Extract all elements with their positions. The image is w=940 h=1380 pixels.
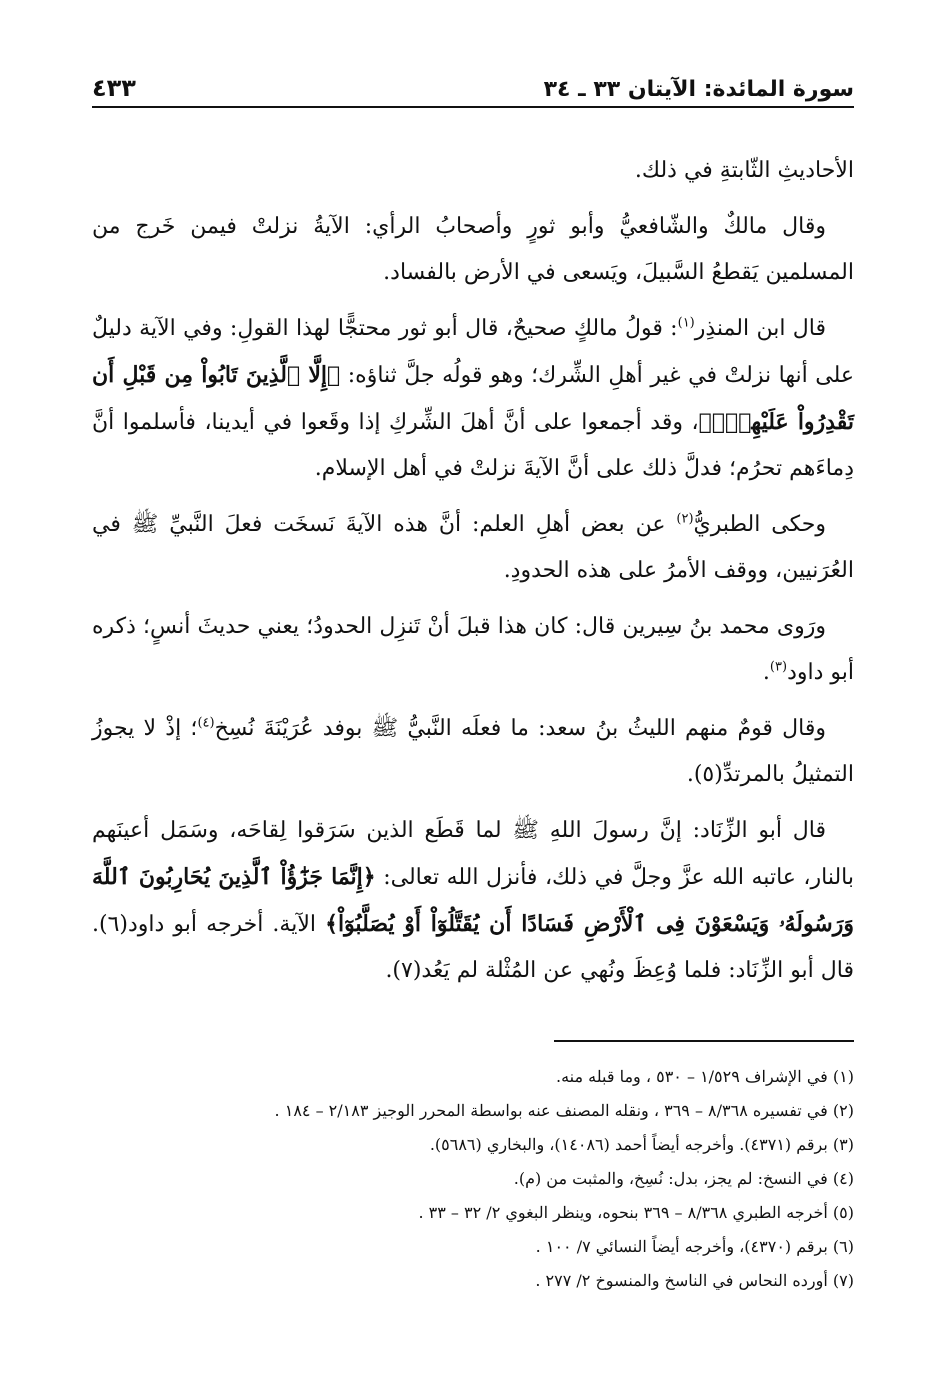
footnote-ref[interactable]: (٣) (769, 659, 788, 675)
paragraph (92, 808, 854, 994)
paragraph (92, 706, 854, 798)
paragraph-text: ورَوى محمد بنُ سِيرين قال: كان هذا قبلَ أنْ تَنزِل الحدودُ؛ يعني حديثَ أنسٍ؛ ذكره أبو داود (92, 614, 854, 685)
paragraph-text: قال أبو الزِّنَاد: إنَّ رسولَ اللهِ ﷺ لما قَطَع الذين سَرَقوا لِقاحَه، وسَمَل أعينَهم بالنار، عاتبه الله عزَّ وجلَّ في ذلك، فأنزل الله تعالى: (92, 818, 854, 890)
footnote-ref[interactable]: (١) (677, 315, 695, 331)
paragraph-text: عن بعض أهلِ العلم: أنَّ هذه الآيةَ نَسخَت فعلَ النَّبيِّ ﷺ في العُرَنيين، ووقف الأمرُ على هذه الحدودِ. (92, 512, 854, 583)
footnote-divider (554, 1040, 854, 1042)
running-header (92, 64, 854, 108)
paragraph (92, 306, 854, 492)
footnote: (٦) برقم (٤٣٧٠)، وأخرجه أيضاً النسائي ٧/ ١٠٠ . (535, 1237, 854, 1256)
footnote: (٤) في النسخ: لم يجز، بدل: نُسِخ، والمثبت من (م). (513, 1169, 854, 1188)
footnote-ref[interactable]: (٤) (197, 715, 215, 731)
paragraph-text: . (762, 660, 770, 685)
paragraph-text: وقال قومٌ منهم الليثُ بنُ سعد: ما فعلَه النَّبيُّ ﷺ بوفد عُرَيْنَةَ نُسِخ (214, 716, 827, 741)
paragraph-text: : قولُ مالكٍ صحيحٌ، قال أبو ثور محتجًّا لهذا القولِ: وفي الآية دليلٌ على أنها نزلتْ في غير أهلِ الشِّرك؛ وهو قولُه جلَّ ثناؤه: (92, 316, 854, 388)
quran-verse: ﴿إِنَّمَا جَزَٰٓؤُاْ ٱلَّذِينَ يُحَارِبُونَ ٱللَّهَ وَرَسُولَهُۥ وَيَسْعَوْنَ فِى ٱلْأَرْضِ فَسَادًا أَن يُقَتَّلُوٓاْ أَوْ يُصَلَّبُوٓاْ﴾ (92, 864, 854, 937)
footnotes (92, 1060, 854, 1298)
quran-verse: ﴿إِلَّا ٱلَّذِينَ تَابُواْ مِن قَبْلِ أَن تَقْدِرُواْ عَلَيْهِمْۖ﴾ (92, 362, 854, 435)
paragraph-text: الآية. أخرجه أبو داود(٦). قال أبو الزِّنَاد: فلما وُعِظَ ونُهي عن المُثْلة لم يَعُد(٧). (92, 912, 854, 983)
footnote: (٧) أورده النحاس في الناسخ والمنسوخ ٢/ ٢٧٧ . (535, 1271, 854, 1290)
footnote-ref[interactable]: (٢) (676, 511, 694, 527)
footnote: (٢) في تفسيره ٨/٣٦٨ – ٣٦٩ ، ونقله المصنف عنه بواسطة المحرر الوجيز ٢/١٨٣ – ١٨٤ . (274, 1101, 854, 1120)
paragraph-text: قال ابن المنذِر (694, 316, 826, 341)
paragraph (92, 148, 854, 194)
paragraph-text: الأحاديثِ الثّابتةِ في ذلك. (634, 158, 854, 183)
footnote: (١) في الإشراف ١/٥٢٩ – ٥٣٠ ، وما قبله منه. (556, 1067, 854, 1086)
paragraph-text: وقال مالكٌ والشّافعيُّ وأبو ثورٍ وأصحابُ الرأي: الآيةُ نزلتْ فيمن خَرج من المسلمين يَقطعُ السَّبيلَ، ويَسعى في الأرض بالفساد. (92, 214, 854, 285)
paragraph-text: ؛ إذْ لا يجوزُ التمثيلُ بالمرتدِّ(٥). (92, 716, 854, 787)
page-number: ٤٣٣ (92, 74, 136, 102)
paragraph (92, 502, 854, 594)
paragraph-text: ، وقد أجمعوا على أنَّ أهلَ الشِّركِ إذا وقَعوا في أيدينا، فأسلموا أنَّ دِماءَهم تحرُم؛ فدلَّ ذلك على أنَّ الآيةَ نزلتْ في أهل الإسلام. (92, 410, 854, 481)
paragraph (92, 604, 854, 696)
paragraph-text: وحكى الطبريُّ (693, 512, 826, 537)
footnote: (٥) أخرجه الطبري ٨/٣٦٨ – ٣٦٩ بنحوه، وينظر البغوي ٢/ ٣٢ – ٣٣ . (418, 1203, 854, 1222)
main-text (92, 148, 854, 1004)
paragraph (92, 204, 854, 296)
surah-title: سورة المائدة: الآيتان ٣٣ ـ ٣٤ (543, 77, 854, 102)
footnote: (٣) برقم (٤٣٧١). وأخرجه أيضاً أحمد (١٤٠٨٦)، والبخاري (٥٦٨٦). (429, 1135, 854, 1154)
